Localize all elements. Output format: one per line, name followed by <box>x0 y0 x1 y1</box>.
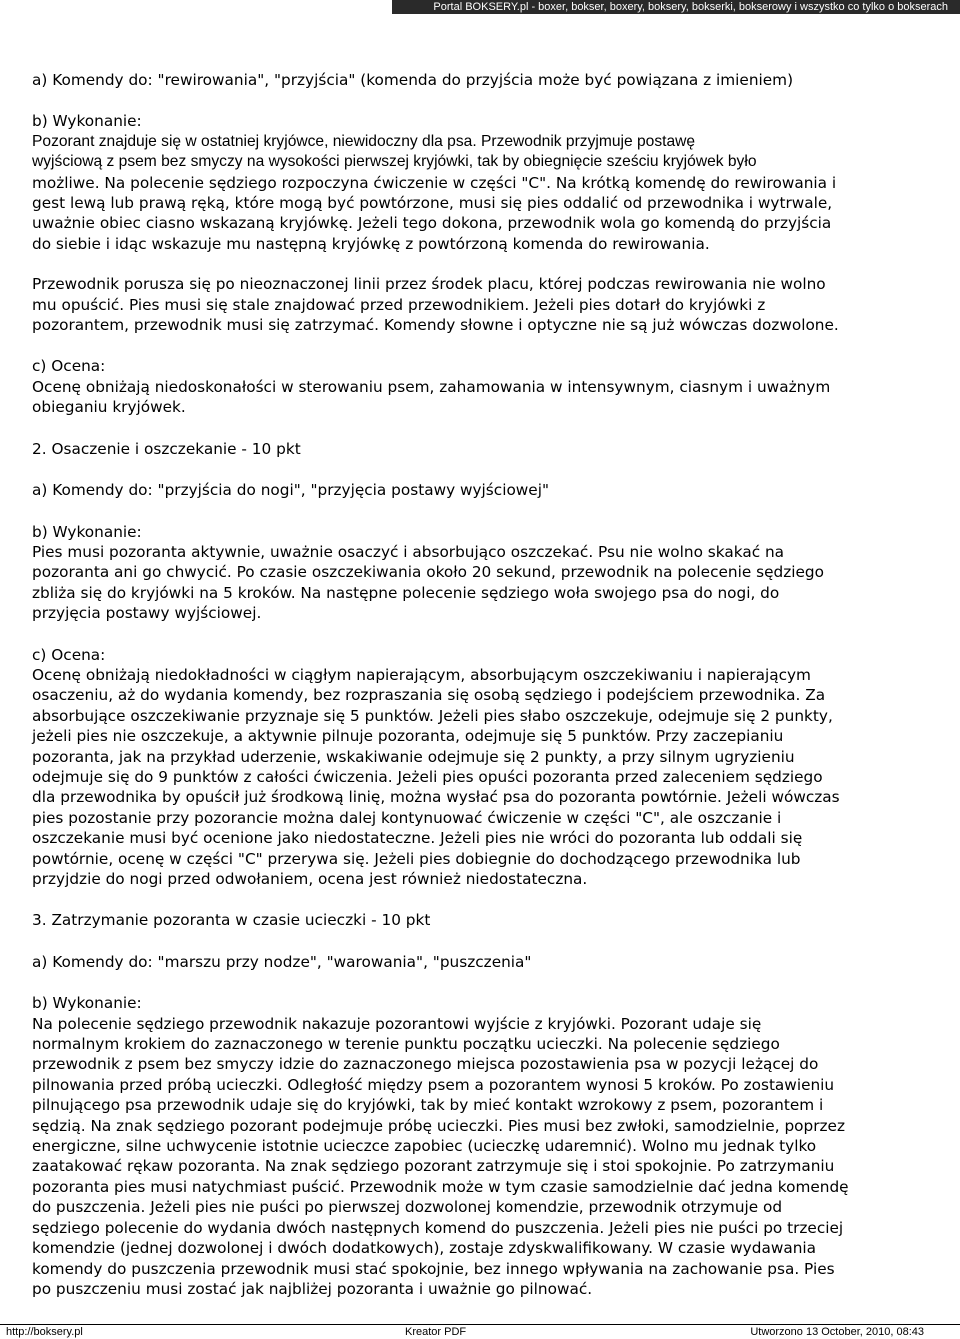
commands-a-rewirowanie <box>32 70 938 90</box>
text-line: sędzią. Na znak sędziego pozorant podejmuje próbę ucieczki. Pies musi bez zwłoki, samodzielnie, poprzez <box>32 1116 845 1135</box>
text-line: do siebie i idąc wskazuje mu następną kryjówkę z powtórzoną komenda do rewirowania. <box>32 234 710 253</box>
text-line: mu opuścić. Pies musi się stale znajdować przed przewodnikiem. Jeżeli pies dotarł do kryjówki z <box>32 295 766 314</box>
text-line: a) Komendy do: "rewirowania", "przyjścia" (komenda do przyjścia może być powiązana z imieniem) <box>32 71 794 89</box>
text-line: Pozorant znajduje się w ostatniej kryjówce, niewidoczny dla psa. Przewodnik przyjmuje postawę <box>32 132 696 150</box>
text-line: przyjęcia postawy wyjściowej. <box>32 604 262 623</box>
section-label: b) Wykonanie: <box>32 112 142 131</box>
text-line: obieganiu kryjówek. <box>32 398 186 417</box>
text-line: a) Komendy do: "marszu przy nodze", "warowania", "puszczenia" <box>32 952 532 971</box>
text-line: Ocenę obniżają niedokładności w ciągłym napierającym, absorbującym oszczekiwaniu i napierającym <box>32 665 811 684</box>
paragraph-handler-movement <box>32 274 938 335</box>
section-label: b) Wykonanie: <box>32 522 142 541</box>
text-line: pilnowania przed próbą ucieczki. Odległość między psem a pozorantem wynosi 5 kroków. Po zostawieniu <box>32 1075 835 1094</box>
commands-a-osaczenie <box>32 480 938 500</box>
text-line: a) Komendy do: "przyjścia do nogi", "przyjęcia postawy wyjściowej" <box>32 481 550 500</box>
text-line: Przewodnik porusza się po nieoznaczonej linii przez środek placu, której podczas rewirowania nie wolno <box>32 275 826 294</box>
footer-url: http://boksery.pl <box>6 1326 83 1338</box>
text-line: osaczeniu, aż do wydania komendy, bez rozpraszania się osobą sędziego i podejściem przewodnika. Za <box>32 686 826 705</box>
text-line: komendzie (jednej dozwolonej i dwóch dodatkowych), zostaje zdyskwalifikowany. W czasie wydawania <box>32 1239 817 1258</box>
text-line: przyjdzie do nogi przed odwołaniem, ocena jest również niedostateczna. <box>32 870 588 888</box>
execution-b-osaczenie <box>32 522 938 624</box>
text-line: pies pozostanie przy pozorancie można dalej kontynuować ćwiczenie w części "C", ale oszczanie i <box>32 808 782 827</box>
text-line: oszczekanie musi być ocenione jako niedostateczne. Jeżeli pies nie wróci do pozoranta lub oddali się <box>32 829 803 848</box>
section-heading-3 <box>32 910 938 930</box>
text-line: możliwe. Na polecenie sędziego rozpoczyna ćwiczenie w części "C". Na krótką komendę do rewirowania i <box>32 173 837 192</box>
section-label: b) Wykonanie: <box>32 994 142 1013</box>
footer-generator: Kreator PDF <box>405 1326 467 1338</box>
text-line: gest lewą lub prawą ręką, które mogą być powtórzone, musi się pies oddalić od przewodnika i wytrwale, <box>32 194 833 213</box>
text-line: dla przewodnika by opuścił już środkową linię, można wysłać psa do pozoranta powtórnie. Jeżeli wówczas <box>32 788 840 807</box>
header-text: Portal BOKSERY.pl - boxer, bokser, boxery, boksery, bokserki, bokserowy i wszystko co tylko o bokserach <box>433 1 948 13</box>
text-line: pozoranta ani go chwycić. Po czasie oszczekiwania około 20 sekund, przewodnik na polecenie sędziego <box>32 563 824 582</box>
text-line: normalnym krokiem do zaznaczonego w terenie punktu początku ucieczki. Na polecenie sędziego <box>32 1035 780 1054</box>
text-line: Ocenę obniżają niedoskonałości w sterowaniu psem, zahamowania w intensywnym, ciasnym i uważnym <box>32 377 831 396</box>
text-line: komendy do puszczenia przewodnik musi stać spokojnie, bez innego wpływania na zachowanie psa. Pies <box>32 1259 835 1278</box>
commands-a-zatrzymanie <box>32 952 938 972</box>
text-line: energiczne, silne uchwycenie istotnie ucieczce zapobiec (ucieczkę udaremnić). Wolno mu jednak tylko <box>32 1137 817 1156</box>
execution-b-zatrzymanie <box>32 993 938 1299</box>
section-heading-2 <box>32 439 938 459</box>
text-line: absorbujące oszczekiwanie przyznaje się 5 punktów. Jeżeli pies słabo oszczekuje, odejmuje się 2 punkty, <box>32 706 833 725</box>
page-footer <box>0 1324 960 1339</box>
section-label: c) Ocena: <box>32 645 106 664</box>
execution-b-rewirowanie <box>32 111 938 254</box>
header-bar <box>0 0 960 14</box>
text-line: uważnie obiec ciasno wskazaną kryjówkę. Jeżeli tego dokona, przewodnik wola go komendą do przyjścia <box>32 214 832 233</box>
text-line: wyjściową z psem bez smyczy na wysokości pierwszej kryjówki, tak by obiegnięcie sześciu kryjówek było <box>32 153 757 171</box>
document-body <box>32 70 938 1299</box>
text-line: zbliża się do kryjówki na 5 kroków. Na następne polecenie sędziego woła swojego psa do nogi, do <box>32 583 780 602</box>
text-line: sędziego polecenie do wydania dwóch następnych komend do puszczenia. Jeżeli pies nie puści po trzeciej <box>32 1218 844 1237</box>
text-line: odejmuje się do 9 punktów z całości ćwiczenia. Jeżeli pies opuści pozoranta przed zaleceniem sędziego <box>32 767 823 786</box>
text-line: zaatakować rękaw pozoranta. Na znak sędziego pozorant zatrzymuje się i stoi spokojnie. Po zatrzymaniu <box>32 1157 835 1176</box>
evaluation-c-osaczenie <box>32 645 938 890</box>
text-line: Na polecenie sędziego przewodnik nakazuje pozorantowi wyjście z kryjówki. Pozorant udaje się <box>32 1014 762 1033</box>
text-line: Pies musi pozoranta aktywnie, uważnie osaczyć i absorbująco oszczekać. Psu nie wolno skakać na <box>32 542 785 561</box>
text-line: pozoranta, jak na przykład uderzenie, wskakiwanie odejmuje się 2 punkty, a przy silnym ugryzieniu <box>32 747 795 766</box>
section-heading: 3. Zatrzymanie pozoranta w czasie ucieczki - 10 pkt <box>32 911 431 930</box>
text-line: do puszczenia. Jeżeli pies nie puści po pierwszej dozwolonej komendzie, przewodnik otrzymuje od <box>32 1198 783 1217</box>
text-line: pozorantem, przewodnik musi się zatrzymać. Komendy słowne i optyczne nie są już wówczas dozwolone. <box>32 316 839 335</box>
text-line: jeżeli pies nie oszczekuje, a aktywnie pilnuje pozoranta, odejmuje się 5 punktów. Przy zaczepianiu <box>32 727 784 746</box>
section-heading: 2. Osaczenie i oszczekanie - 10 pkt <box>32 439 301 458</box>
text-line: pozoranta pies musi natychmiast puścić. Przewodnik może w tym czasie samodzielnie dać jedna komendę <box>32 1177 849 1196</box>
section-label: c) Ocena: <box>32 357 106 376</box>
text-line: pilnującego psa przewodnik udaje się do kryjówki, tak by mieć kontakt wzrokowy z psem, pozorantem i <box>32 1096 824 1115</box>
footer-created-date: Utworzono 13 October, 2010, 08:43 <box>750 1326 924 1338</box>
text-line: po puszczeniu musi zostać jak najbliżej pozoranta i uważnie go pilnować. <box>32 1279 593 1298</box>
text-line: powtórnie, ocenę w części "C" przerywa się. Jeżeli pies dobiegnie do dochodzącego przewodnika lub <box>32 849 801 868</box>
evaluation-c-rewirowanie <box>32 356 938 417</box>
text-line: przewodnik z psem bez smyczy idzie do zaznaczonego miejsca pozostawienia psa w pozycji leżącej do <box>32 1055 819 1074</box>
